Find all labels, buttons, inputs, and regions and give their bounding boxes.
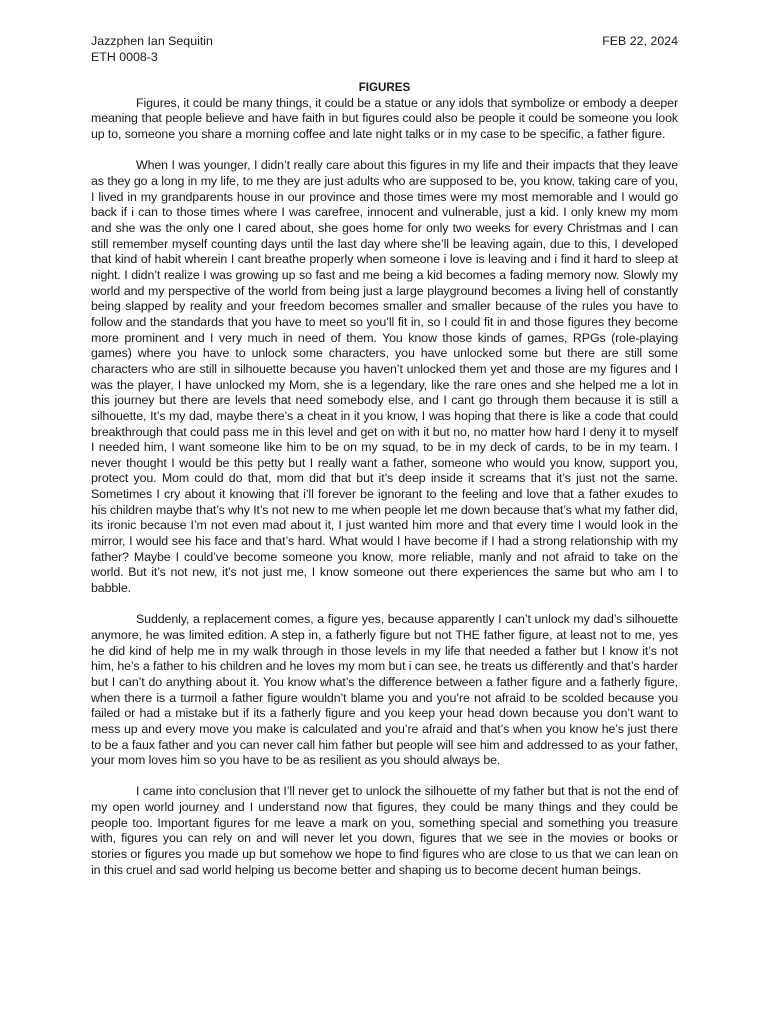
- paragraph-1: Figures, it could be many things, it could be a statue or any idols that symbolize or embody a deeper meaning that people believe and have faith in but figures could also be people it could be someone you look up to, someone you share a morning coffee and late night talks or in my case to be specific, a father figure.: [91, 95, 678, 142]
- author-name: Jazzphen Ian Sequitin: [91, 34, 213, 48]
- author-block: [91, 34, 213, 65]
- essay-title: FIGURES: [358, 81, 411, 95]
- paragraph-3: Suddenly, a replacement comes, a figure yes, because apparently I can’t unlock my dad’s silhouette anymore, he was limited edition. A step in, a fatherly figure but not THE father figure, at least not to me, yes he did kind of help me in my walk through in those levels in my life that needed a father but I know it’s not him, he’s a father to his children and he loves my mom but i can see, he treats us differently and that’s harder but I can’t do anything about it. You know what’s the difference between a father figure and a fatherly figure, when there is a turmoil a father figure wouldn’t blame you and you’re not afraid to be scolded because you failed or had a mistake but if its a fatherly figure and you keep your head down because you don’t want to mess up and every move you make is calculated and you’re afraid and that’s when you know he’s just there to be a faux father and you can never call him father but people will see him and addressed to as your father, your mom loves him so you have to be as resilient as you should always be.: [91, 612, 678, 768]
- course-code: ETH 0008-3: [91, 49, 158, 64]
- document-header: [91, 34, 678, 65]
- document-date: FEB 22, 2024: [602, 34, 678, 48]
- paragraph-2: When I was younger, I didn’t really care about this figures in my life and their impacts that they leave as they go a long in my life, to me they are just adults who are supposed to be, you know, taking care of you, I lived in my grandparents house in our province and those times were my most memorable and I would go back if i can to those times where I was carefree, innocent and vulnerable, just a kid. I only knew my mom and she was the only one I cared about, she goes home for only two weeks for every Christmas and I can still remember myself counting days until the last day where she’ll be leaving again, due to this, I developed that kind of habit wherein I cant breathe properly when someone i love is leaving and i find it hard to sleep at night. I didn’t realize I was growing up so fast and me being a kid becomes a fading memory now. Slowly my world and my perspective of the world from being just a large playground becomes a living hell of constantly being slapped by reality and your freedom becomes smaller and smaller because of the rules you have to follow and the standards that you have to meet so you’ll fit in, so I could fit in and those figures they become more prominent and I very much in need of them. You know those kinds of games, RPGs (role-playing games) where you have to unlock some characters, you have unlocked some but there are still some characters who are still in silhouette because you haven’t unlocked them yet and those are my figures and I was the player, I have unlocked my Mom, she is a legendary, like the rare ones and she helped me a lot in this journey but there are levels that need somebody else, and I cant go through them because it is still a silhouette, It’s my dad, maybe there’s a cheat in it you know, I was hoping that there is like a code that could breakthrough that could pass me in this level and get on with it but no, no matter how hard I deny it to myself I needed him, I want someone like him to be on my squad, to be in my deck of cards, to be in my team. I never thought I would be this petty but I really want a father, someone who would you know, support you, protect you. Mom could do that, mom did that but it’s deep inside it screams that it’s just not the same. Sometimes I cry about it knowing that i’ll forever be ignorant to the feeling and love that a father exudes to his children maybe that’s why It’s not new to me when people let me down because that’s what my father did, its ironic because I’m not even mad about it, I just wanted him more and that every time I would look in the mirror, I would see his face and that’s hard. What would I have become if I had a strong relationship with my father? Maybe I could’ve become someone you know, more reliable, manly and not afraid to take on the world. But it’s not new, it’s not just me, I know someone out there experiences the same but who am I to babble.: [91, 158, 678, 596]
- document-page: [91, 34, 678, 878]
- paragraph-4: I came into conclusion that I’ll never get to unlock the silhouette of my father but that is not the end of my open world journey and I understand now that figures, they could be many things and they could be people too. Important figures for me leave a mark on you, something special and something you treasure with, figures you can rely on and will never let you down, figures that we see in the movies or books or stories or figures you made up but somehow we hope to find figures who are close to us that we can lean on in this cruel and sad world helping us become better and shaping us to become decent human beings.: [91, 784, 678, 877]
